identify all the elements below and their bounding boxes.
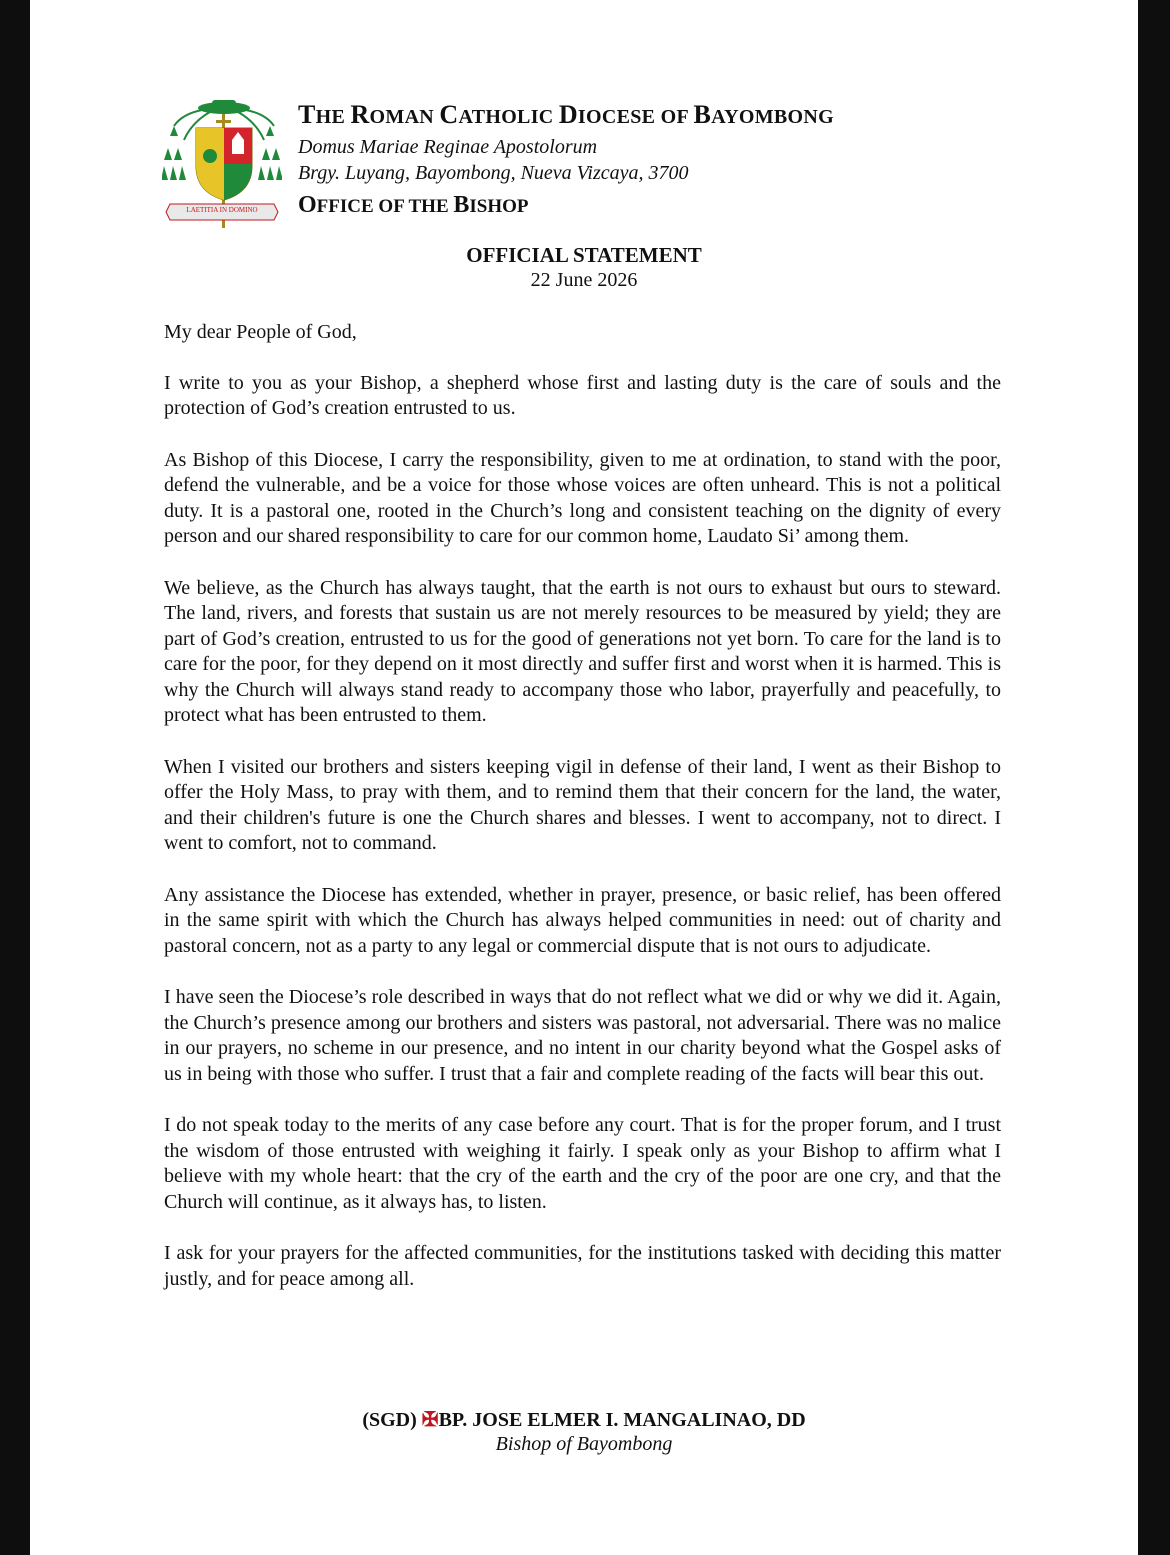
- paragraph: I have seen the Diocese’s role described in ways that do not reflect what we did or why we did it. Again, the Church’s presence among our brothers and sisters was pastoral, not adversarial. There was no malice in our prayers, no scheme in our presence, and no intent in our charity beyond what the Gospel asks of us in being with those who suffer. I trust that a fair and complete reading of the facts will bear this out.: [164, 986, 1001, 1085]
- statement-title: OFFICIAL STATEMENT: [466, 243, 702, 267]
- paragraph: I write to you as your Bishop, a shepherd whose first and lasting duty is the care of souls and the protection of God’s creation entrusted to us.: [164, 371, 1001, 419]
- salutation: My dear People of God,: [164, 321, 357, 343]
- paragraph: I do not speak today to the merits of any case before any court. That is for the proper forum, and I trust the wisdom of those entrusted with weighing it fairly. I speak only as your Bishop to affirm what I believe with my whole heart: that the cry of the earth and the cry of the poor are one cry, and that the Church will continue, as it always has, to listen.: [164, 1114, 1001, 1213]
- statement-date: 22 June 2026: [530, 269, 638, 291]
- diocese-name: THE ROMAN CATHOLIC DIOCESE OF BAYOMBONG: [298, 100, 834, 129]
- signatory-title: Bishop of Bayombong: [495, 1433, 673, 1455]
- office-name: OFFICE OF THE BISHOP: [298, 192, 529, 218]
- paragraph: As Bishop of this Diocese, I carry the responsibility, given to me at ordination, to stand with the poor, defend the vulnerable, and be a voice for those whose voices are often unheard. This is not a political duty. It is a pastoral one, rooted in the Church’s long and consistent teaching on the dignity of every person and our shared responsibility to care for our common home, Laudato Si’ among them.: [164, 448, 1001, 547]
- letter-body: [164, 320, 1001, 1318]
- letterhead: [298, 100, 1058, 222]
- address: Brgy. Luyang, Bayombong, Nueva Vizcaya, 3700: [298, 162, 689, 184]
- paragraph: We believe, as the Church has always taught, that the earth is not ours to exhaust but ours to steward. The land, rivers, and forests that sustain us are not merely resources to be measured by yield; they are part of God’s creation, entrusted to us for the good of generations not yet born. To care for the land is to care for the poor, for they depend on it most directly and suffer first and worst when it is harmed. This is why the Church will always stand ready to accompany those who labor, prayerfully and peacefully, to protect what has been entrusted to them.: [164, 576, 1001, 726]
- paragraph: When I visited our brothers and sisters keeping vigil in defense of their land, I went as their Bishop to offer the Holy Mass, to pray with them, and to remind them that their concern for the land, the water, and their children's future is one the Church shares and blesses. I went to accompany, not to direct. I went to comfort, not to command.: [164, 755, 1001, 854]
- signatory-name: (SGD) ✠BP. JOSE ELMER I. MANGALINAO, DD: [362, 1409, 806, 1431]
- paragraph: I ask for your prayers for the affected communities, for the institutions tasked with deciding this matter justly, and for peace among all.: [164, 1242, 1001, 1290]
- house-name: Domus Mariae Reginae Apostolorum: [298, 136, 598, 158]
- cross-icon: ✠: [421, 1409, 439, 1431]
- paragraph: Any assistance the Diocese has extended, whether in prayer, presence, or basic relief, has been offered in the same spirit with which the Church has always helped communities in need: out of charity and pastoral concern, not as a party to any legal or commercial dispute that is not ours to adjudicate.: [164, 883, 1001, 957]
- document-page: [30, 0, 1138, 1555]
- crest-motto: LAETITIA IN DOMINO: [186, 206, 258, 214]
